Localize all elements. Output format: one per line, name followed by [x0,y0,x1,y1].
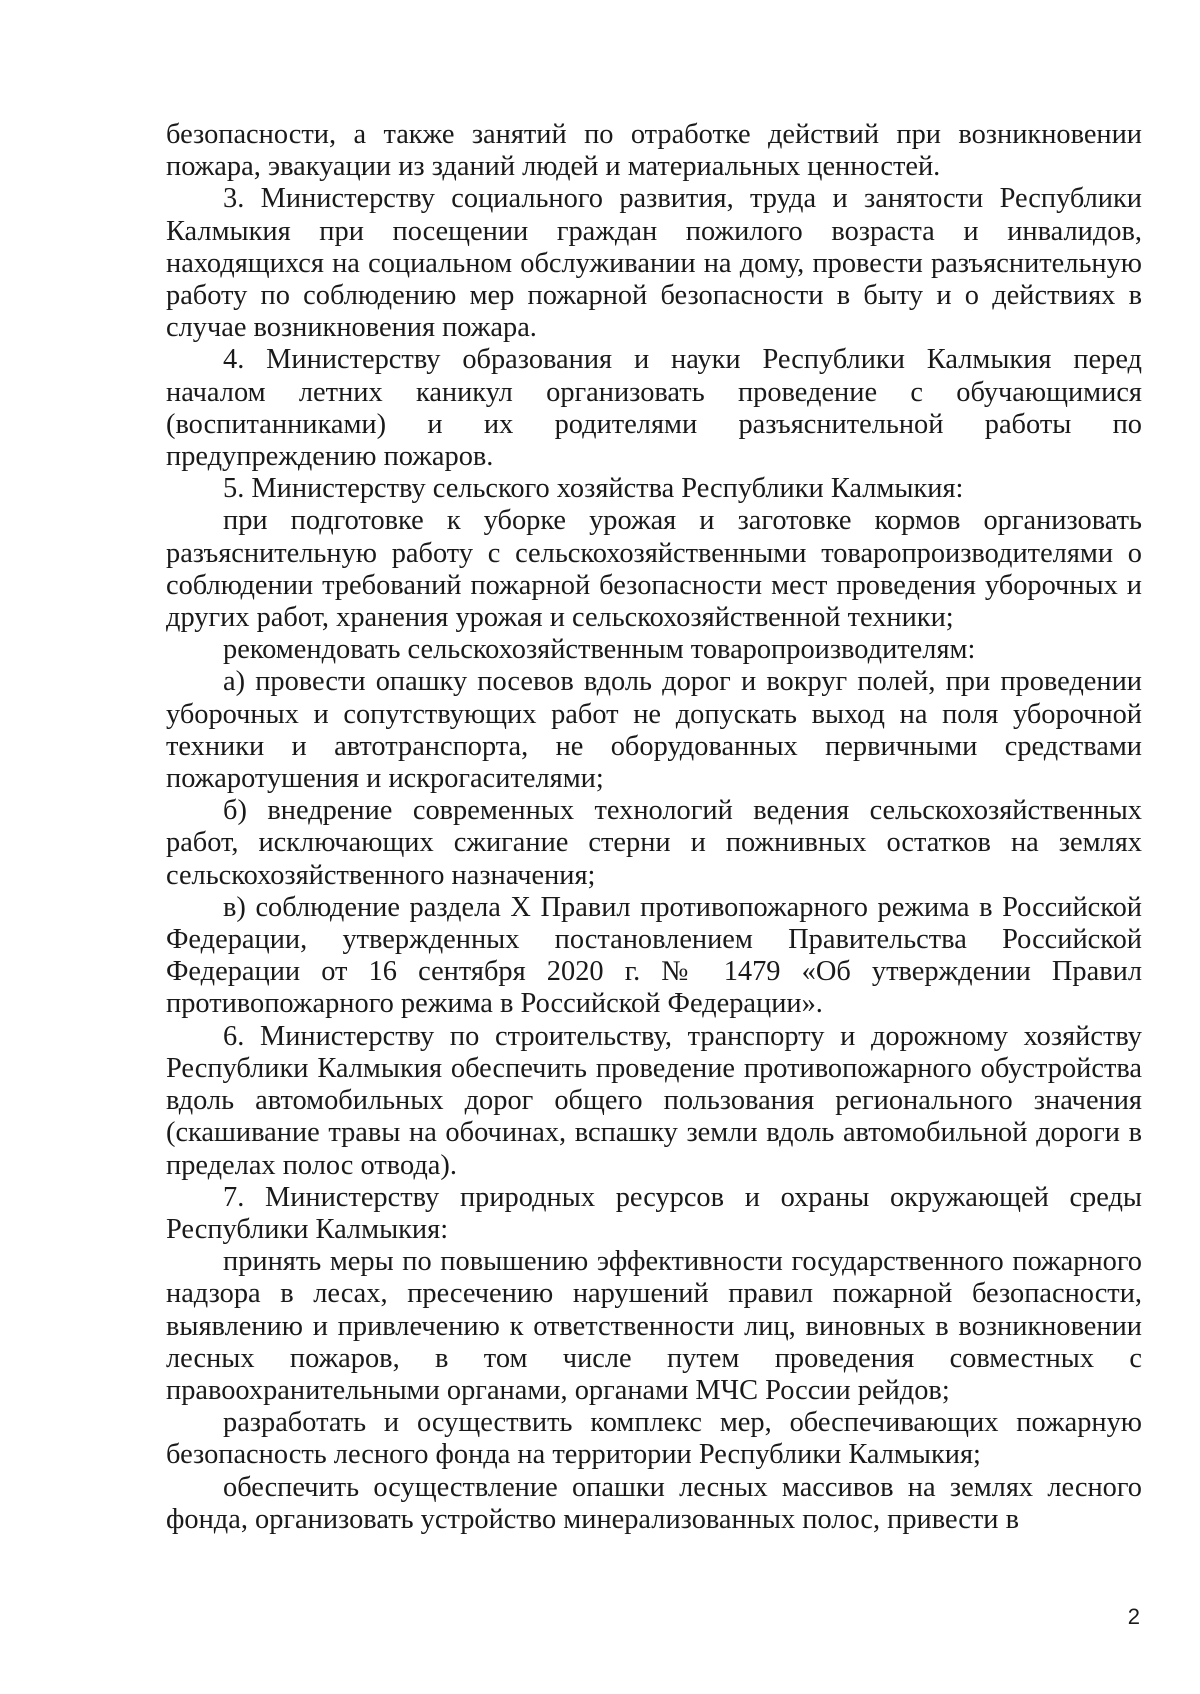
paragraph: 6. Министерству по строительству, транспорту и дорожному хозяйству Республики Калмыкия обеспечить проведение противопожарного обустройства вдоль автомобильных дорог общего пользования регионального значения (скашивание травы на обочинах, вспашку земли вдоль автомобильной дороги в пределах полос отвода). [166,1020,1142,1181]
paragraph: а) провести опашку посевов вдоль дорог и вокруг полей, при проведении уборочных и сопутствующих работ не допускать выход на поля уборочной техники и автотранспорта, не оборудованных первичными средствами пожаротушения и искрогасителями; [166,666,1142,795]
paragraph: обеспечить осуществление опашки лесных массивов на землях лесного фонда, организовать устройство минерализованных полос, привести в [166,1471,1142,1535]
paragraph: разработать и осуществить комплекс мер, обеспечивающих пожарную безопасность лесного фонда на территории Республики Калмыкия; [166,1407,1142,1471]
paragraph: рекомендовать сельскохозяйственным товаропроизводителям: [223,634,976,666]
paragraph: при подготовке к уборке урожая и заготовке кормов организовать разъяснительную работу с сельскохозяйственными товаропроизводителями о соблюдении требований пожарной безопасности мест проведения уборочных и других работ, хранения урожая и сельскохозяйственной техники; [166,505,1142,634]
paragraph: 3. Министерству социального развития, труда и занятости Республики Калмыкия при посещении граждан пожилого возраста и инвалидов, находящихся на социальном обслуживании на дому, провести разъяснительную работу по соблюдению мер пожарной безопасности в быту и о действиях в случае возникновения пожара. [166,183,1142,344]
page-number: 2 [1127,1604,1140,1629]
paragraph: безопасности, а также занятий по отработке действий при возникновении пожара, эвакуации из зданий людей и материальных ценностей. [166,119,1142,183]
paragraph: б) внедрение современных технологий ведения сельскохозяйственных работ, исключающих сжигание стерни и пожнивных остатков на землях сельскохозяйственного назначения; [166,795,1142,891]
paragraph: 4. Министерству образования и науки Республики Калмыкия перед началом летних каникул организовать проведение с обучающимися (воспитанниками) и их родителями разъяснительной работы по предупреждению пожаров. [166,344,1142,473]
document-body [166,119,1142,1536]
paragraph: принять меры по повышению эффективности государственного пожарного надзора в лесах, пресечению нарушений правил пожарной безопасности, выявлению и привлечению к ответственности лиц, виновных в возникновении лесных пожаров, в том числе путем проведения совместных с правоохранительными органами, органами МЧС России рейдов; [166,1246,1142,1406]
paragraph: в) соблюдение раздела X Правил противопожарного режима в Российской Федерации, утвержденных постановлением Правительства Российской Федерации от 16 сентября 2020 г. № 1479 «Об утверждении Правил противопожарного режима в Российской Федерации». [166,891,1142,1020]
paragraph: 7. Министерству природных ресурсов и охраны окружающей среды Республики Калмыкия: [166,1181,1142,1245]
paragraph: 5. Министерству сельского хозяйства Республики Калмыкия: [223,473,964,505]
